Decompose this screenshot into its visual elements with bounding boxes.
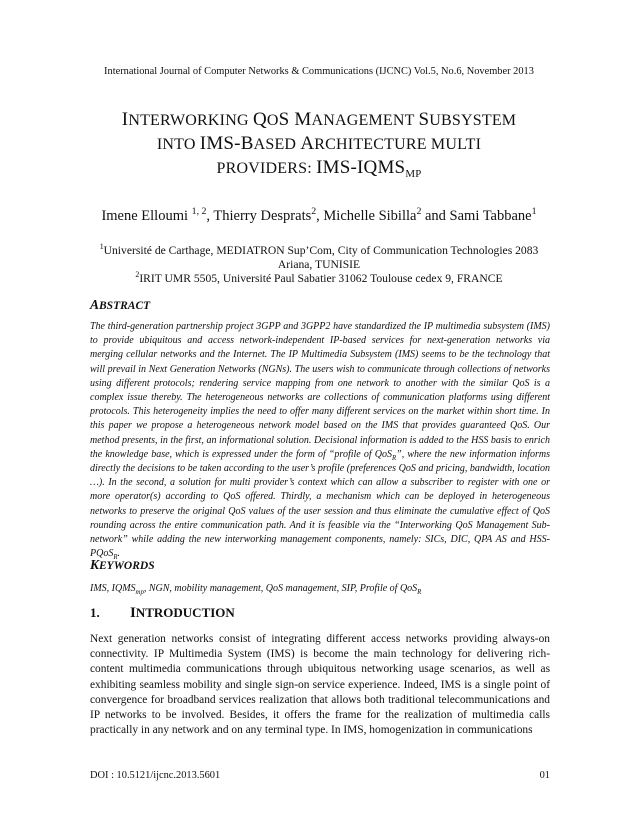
introduction-body: Next generation networks consist of integrating different access networks providing always-on connectivity. IP Multimedia System (IMS) is become the main technology for delivering rich-content multimedia communications through ubiquitous networking usage scenarios, as well as exhibiting seamless mobility and single sign-on service experience. Indeed, IMS is a single point of convergence for broadband services realization that allows both traditional telecommunications and IP networks to be involved. Besides, it offers the frame for the realization of multimedia calls practically in any network and on any terminal type. In IMS, homogenization in communications [90, 633, 550, 737]
section-number: 1. [90, 605, 100, 620]
abstract-body: The third-generation partnership project 3GPP and 3GPP2 have standardized the IP multimedia subsystem (IMS) to provide ubiquitous and access network-independent IP-based services for next-generation networks via merging cellular networks and the Internet. The IP Multimedia Subsystem (IMS) seems to be the technology that will prevail in Next Generation Networks (NGNs). The users wish to communicate through collections of networks using different protocols; rendering service mapping from one network to another with the similar QoS is a complex issue thereby. The heterogeneous networks are collections of communication platforms using different protocols. This heterogeneity implies the need to offer many different services on the market within short time. In this paper we propose a heterogeneous network model based on the IMS that provides guaranteed QoS. Our method presents, in the first, an informational solution. Decisional information is added to the HSS basis to enrich the knowledge base, which is expressed under the form of “profile of QoS$_R$”, where the new information informs directly the decisions to be taken according to the user’s profile (preferences QoS and pricing, bandwidth, location …). In the second, a solution for multi provider’s context which can allow a subscriber to register with one or more operator(s) according to QoS offered. Thirdly, a mechanism which can be deployed in heterogeneous networks to preserve the original QoS values of the user session and thus eliminate the cumulative effect of QoS rounding across the entire communication path. And it is feasible via the “Interworking QoS Management Sub-network” while adding the new interworking management components, namely: SICs, DIC, QPA AS and HSS-PQoS$_R$. [90, 321, 550, 562]
affiliation-1-city: Ariana, TUNISIE [277, 258, 361, 271]
abstract-heading: ABSTRACT [90, 297, 151, 312]
keywords-list: IMS, $IQMS_{mp}$, NGN, mobility management, QoS management, SIP, Profile of QoS$_R$ [90, 583, 422, 596]
introduction-heading: 1. INTRODUCTION [90, 605, 235, 621]
affiliation-2: $^2$IRIT UMR 5505, Université Paul Sabatier 31062 Toulouse cedex 9, FRANCE [135, 270, 503, 285]
affiliation-1: $^1$Université de Carthage, MEDIATRON Sup’Com, City of Communication Technologies 2083 [99, 242, 539, 257]
paper-title-line-3: PROVIDERS: IMS-$IQMS_{MP}$ [216, 157, 422, 181]
paper-title-line-2: INTO IMS-BASED ARCHITECTURE MULTI [156, 133, 482, 154]
doi-footer: DOI : 10.5121/ijcnc.2013.5601 [90, 770, 221, 781]
keywords-heading: KEYWORDS [90, 557, 155, 572]
page-number: 01 [539, 770, 550, 781]
journal-header: International Journal of Computer Networks & Communications (IJCNC) Vol.5, No.6, November 2013 [104, 66, 534, 77]
author-list: Imene Elloumi $^{1, 2}$, Thierry Desprats$^2$, Michelle Sibilla$^2$ and Sami Tabbane$^1$ [101, 206, 537, 224]
paper-title-line-1: INTERWORKING QOS MANAGEMENT SUBSYSTEM [121, 109, 517, 130]
